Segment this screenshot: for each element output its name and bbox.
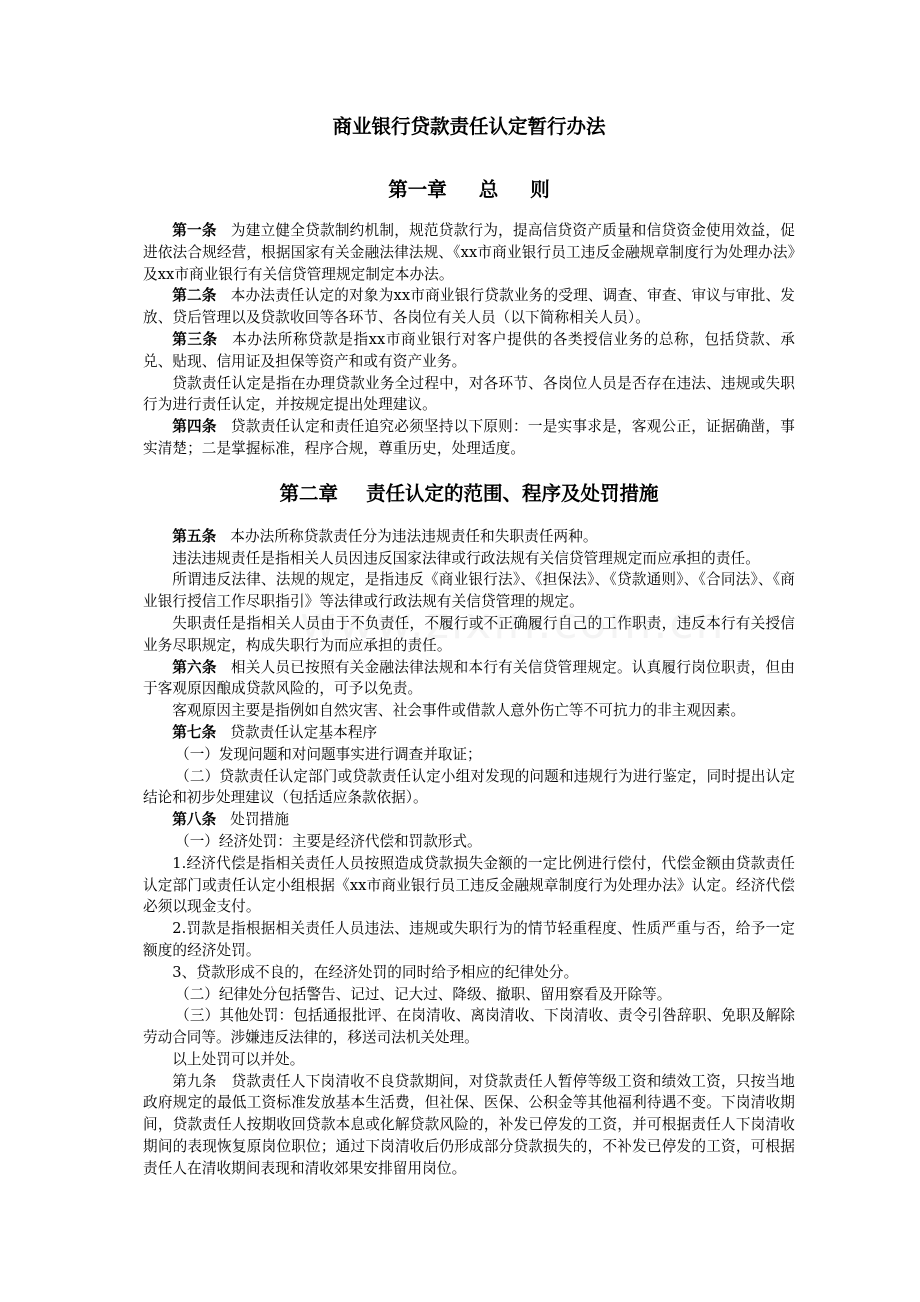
article-number: 第七条 bbox=[172, 723, 217, 741]
paragraph-text: 第九条 贷款责任人下岗清收不良贷款期间，对贷款责任人暂停等级工资和绩效工资，只按当地政府规定的最低工资标准发放基本生活费，但社保、医保、公积金等其他福利待遇不变。下岗清收期间，贷款责任人按期收回贷款本息或化解贷款风险的，补发已停发的工资，并可根据责任人下岗清收期间的表现恢复原岗位职位；通过下岗清收后仍形成部分贷款损失的，不补发已停发的工资，可根据责任人在清收期间表现和清收郊果安排留用岗位。 bbox=[143, 1072, 795, 1177]
paragraph bbox=[143, 831, 795, 853]
paragraph-text: （一）经济处罚：主要是经济代偿和罚款形式。 bbox=[175, 832, 482, 850]
paragraph-text: （二）贷款责任认定部门或贷款责任认定小组对发现的问题和违规行为进行鉴定，同时提出认定结论和初步处理建议（包括适应条款依据）。 bbox=[143, 767, 795, 807]
paragraph-text: 3、贷款形成不良的，在经济处罚的同时给予相应的纪律处分。 bbox=[172, 963, 579, 981]
paragraph bbox=[143, 569, 795, 613]
chapter-2-title: 责任认定的范围、程序及处罚措施 bbox=[366, 481, 659, 505]
article-number: 第四条 bbox=[172, 418, 217, 436]
chapter-2-body bbox=[143, 526, 795, 1180]
paragraph bbox=[143, 853, 795, 918]
paragraph bbox=[143, 373, 795, 417]
paragraph-text: 违法违规责任是指相关人员因违反国家法律或行政法规有关信贷管理规定而应承担的责任。 bbox=[172, 549, 760, 567]
article-paragraph bbox=[143, 285, 795, 329]
article-number: 第二条 bbox=[172, 287, 217, 305]
chapter-1-number: 第一章 bbox=[388, 178, 447, 201]
paragraph-text: 为建立健全贷款制约机制，规范贷款行为，提高信贷资产质量和信贷资金使用效益，促进依法合规经营，根据国家有关金融法律法规、《xx市商业银行员工违反金融规章制度行为处理办法》及xx市商业银行有关信贷管理规定制定本办法。 bbox=[143, 222, 795, 283]
paragraph-text: 相关人员已按照有关金融法律法规和本行有关信贷管理规定。认真履行岗位职责，但由于客观原因酿成贷款风险的，可予以免责。 bbox=[143, 658, 795, 698]
article-paragraph bbox=[143, 329, 795, 373]
paragraph bbox=[143, 700, 795, 722]
chapter-1-heading bbox=[143, 176, 795, 204]
document-title: 商业银行贷款责任认定暂行办法 bbox=[332, 115, 606, 138]
article-number: 第一条 bbox=[172, 222, 217, 239]
document-body bbox=[143, 112, 795, 1180]
paragraph-text: 失职责任是指相关人员由于不负责任，不履行或不正确履行自己的工作职责，违反本行有关授信业务尽职规定，构成失职行为而应承担的责任。 bbox=[143, 614, 795, 654]
paragraph-text: （三）其他处罚：包括通报批评、在岗清收、离岗清收、下岗清收、责令引咎辞职、免职及解除劳动合同等。涉嫌违反法律的，移送司法机关处理。 bbox=[143, 1007, 795, 1047]
article-number: 第五条 bbox=[172, 527, 217, 545]
paragraph-text: 本办法所称贷款责任分为违法违规责任和失职责任两种。 bbox=[230, 527, 598, 545]
paragraph bbox=[143, 613, 795, 657]
paragraph-text: 本办法责任认定的对象为xx市商业银行贷款业务的受理、调查、审查、审议与审批、发放、贷后管理以及贷款收回等各环节、各岗位有关人员（以下简称相关人员）。 bbox=[143, 287, 795, 327]
article-paragraph bbox=[143, 722, 795, 744]
paragraph-text: （一）发现问题和对问题事实进行调查并取证； bbox=[175, 745, 482, 763]
article-paragraph bbox=[143, 220, 795, 285]
paragraph bbox=[143, 1049, 795, 1071]
paragraph bbox=[143, 918, 795, 962]
article-number: 第六条 bbox=[172, 658, 217, 676]
paragraph-text: 本办法所称贷款是指xx市商业银行对客户提供的各类授信业务的总称，包括贷款、承兑、贴现、信用证及担保等资产和或有资产业务。 bbox=[143, 330, 795, 370]
paragraph bbox=[143, 962, 795, 984]
chapter-1-title-part1: 总 bbox=[478, 178, 499, 201]
paragraph-text: 1.经济代偿是指相关责任人员按照造成贷款损失金额的一定比例进行偿付，代偿金额由贷款责任认定部门或责任认定小组根据《xx市商业银行员工违反金融规章制度行为处理办法》认定。经济代偿必须以现金支付。 bbox=[143, 854, 795, 916]
article-paragraph bbox=[143, 526, 795, 548]
paragraph-text: 处罚措施 bbox=[230, 811, 290, 829]
paragraph-text: 所谓违反法律、法规的规定，是指违反《商业银行法》、《担保法》、《贷款通则》、《合同法》、《商业银行授信工作尽职指引》等法律或行政法规有关信贷管理的规定。 bbox=[143, 571, 795, 611]
paragraph bbox=[143, 766, 795, 810]
chapter-2-heading bbox=[143, 480, 795, 508]
article-number: 第三条 bbox=[172, 330, 218, 348]
paragraph bbox=[143, 744, 795, 766]
article-paragraph bbox=[143, 416, 795, 460]
paragraph-text: 2.罚款是指根据相关责任人员违法、违规或失职行为的情节轻重程度、性质严重与否，给予一定额度的经济处罚。 bbox=[143, 920, 795, 959]
paragraph-text: 贷款责任认定和责任追究必须坚持以下原则：一是实事求是，客观公正，证据确凿，事实清楚；二是掌握标准，程序合规，尊重历史，处理适度。 bbox=[143, 418, 795, 457]
paragraph-text: （二）纪律处分包括警告、记过、记大过、降级、撤职、留用察看及开除等。 bbox=[175, 985, 672, 1003]
paragraph bbox=[143, 1071, 795, 1180]
paragraph bbox=[143, 548, 795, 570]
chapter-2-number: 第二章 bbox=[279, 481, 338, 505]
paragraph-text: 客观原因主要是指例如自然灾害、社会事件或借款人意外伤亡等不可抗力的非主观因素。 bbox=[172, 702, 746, 720]
paragraph-text: 贷款责任认定基本程序 bbox=[230, 723, 378, 741]
paragraph bbox=[143, 984, 795, 1006]
article-paragraph bbox=[143, 657, 795, 701]
article-paragraph bbox=[143, 809, 795, 831]
chapter-1-title-part2: 则 bbox=[530, 178, 550, 201]
paragraph bbox=[143, 1005, 795, 1049]
paragraph-text: 贷款责任认定是指在办理贷款业务全过程中，对各环节、各岗位人员是否存在违法、违规或失职行为进行责任认定，并按规定提出处理建议。 bbox=[143, 374, 795, 414]
chapter-1-body bbox=[143, 220, 795, 460]
paragraph-text: 以上处罚可以并处。 bbox=[172, 1050, 305, 1068]
article-number: 第八条 bbox=[172, 811, 217, 829]
